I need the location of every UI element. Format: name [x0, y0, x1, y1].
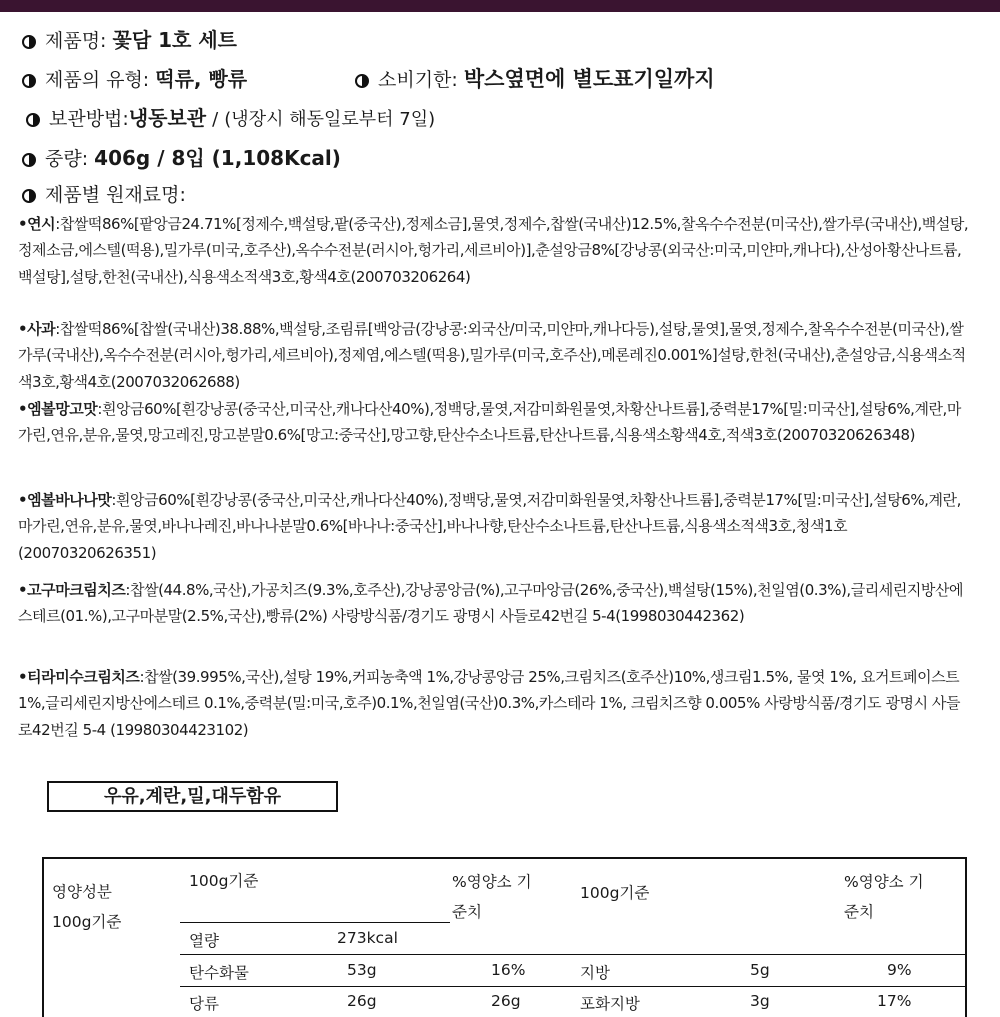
nutrition-title: 영양성분 100g기준 — [52, 883, 122, 931]
product-name-label: 제품명: — [45, 30, 107, 52]
ingredient-text: :흰앙금60%[흰강낭콩(중국산,미국산,캐나다산40%),정백당,물엿,저감미화원물엿,차황산나트륨],중력분17%[밀:미국산],설탕6%,계란,마가린,연유,분유,물엿,바나나레진,바나나분말0.6%[바나나:중국산],바나나향,탄산수소나트륨,탄산나트륨,식용색소적색3호,청색1호(20070320626351) — [18, 491, 961, 562]
weight-row — [22, 145, 341, 172]
weight-label: 중량: — [45, 148, 89, 170]
ingredient-name: •티라미수크림치즈 — [18, 668, 140, 686]
weight-value: 406g / 8입 (1,108Kcal) — [94, 146, 341, 170]
nutrient-amount: 3g — [750, 992, 770, 1010]
product-name-value: 꽃담 1호 세트 — [112, 28, 237, 52]
nutrient-name: 당류 — [189, 995, 219, 1013]
ingredient-block — [18, 396, 974, 449]
ingredient-name: •연시 — [18, 215, 56, 233]
nutrient-pct: 26g — [491, 992, 521, 1010]
ingredient-text: :찹쌀떡86%[팥앙금24.71%[정제수,백설탕,팥(중국산),정제소금],물엿,정제수,찹쌀(국내산)12.5%,찰옥수수전분(미국산),쌀가루(국내산),백설탕,정제소금,에스텔(떡용),밀가루(미국,호주산),옥수수전분(러시아,헝가리,세르비아)],춘설앙금8%[강낭콩(외국산:미국,미얀마,캐나다),산성아황산나트륨,백설탕],설탕,한천(국내산),식용색소적색3호,황색4호(200703206264) — [18, 215, 969, 286]
nutrient-name: 탄수화물 — [189, 964, 249, 982]
nutrient-pct: 9% — [887, 961, 912, 979]
ingredient-text: :찹쌀(44.8%,국산),가공치즈(9.3%,호주산),강낭콩앙금(%),고구마앙금(26%,중국산),백설탕(15%),천일염(0.3%),글리세린지방산에스테르(01.%),고구마분말(2.5%,국산),빵류(2%) 사랑방식품/경기도 광명시 사들로42번길 5-4(1998030442362) — [18, 581, 964, 626]
storage-separator: / — [212, 109, 219, 130]
product-name-row — [22, 27, 237, 54]
nutrition-pct-header-left: %영양소 기준치 — [452, 873, 532, 921]
nutrition-table — [42, 857, 967, 1017]
nutrient-amount: 53g — [347, 961, 377, 979]
product-type-label: 제품의 유형: — [45, 69, 150, 91]
table-line — [180, 922, 450, 923]
ingredients-heading-row — [22, 182, 186, 208]
half-circle-bullet-icon — [22, 153, 36, 167]
half-circle-bullet-icon — [26, 113, 40, 127]
top-color-bar — [0, 0, 1000, 12]
nutrient-amount: 5g — [750, 961, 770, 979]
ingredient-block — [18, 211, 974, 290]
half-circle-bullet-icon — [22, 74, 36, 88]
ingredient-block — [18, 577, 974, 630]
calorie-label: 열량 — [189, 932, 219, 950]
half-circle-bullet-icon — [22, 35, 36, 49]
half-circle-bullet-icon — [355, 74, 369, 88]
storage-note: (냉장시 해동일로부터 7일) — [224, 109, 436, 130]
nutrition-basis-right: 100g기준 — [580, 884, 650, 902]
ingredient-block — [18, 487, 974, 566]
expiry-row — [355, 66, 715, 93]
nutrient-amount: 26g — [347, 992, 377, 1010]
ingredient-name: •고구마크림치즈 — [18, 581, 126, 599]
ingredient-block — [18, 664, 974, 743]
nutrition-basis-left: 100g기준 — [189, 872, 259, 890]
ingredient-text: :찹쌀떡86%[찹쌀(국내산)38.88%,백설탕,조림류[백앙금(강낭콩:외국산/미국,미얀마,캐나다등),설탕,물엿],물엿,정제수,찰옥수수전분(미국산),쌀가루(국내산),옥수수전분(러시아,헝가리,세르비아),정제염,에스텔(떡용),밀가루(미국,호주산),메론레진0.001%]설탕,한천(국내산),춘설앙금,식용색소적색3호,황색4호(2007032062688) — [18, 320, 966, 391]
ingredient-block — [18, 316, 974, 395]
storage-row — [26, 105, 435, 133]
table-line — [180, 954, 965, 955]
nutrient-pct: 17% — [877, 992, 912, 1010]
nutrient-name: 지방 — [580, 964, 610, 982]
expiry-label: 소비기한: — [378, 69, 458, 91]
half-circle-bullet-icon — [22, 189, 36, 203]
expiry-value: 박스옆면에 별도표기일까지 — [463, 67, 715, 91]
ingredient-name: •엠볼바나나맛 — [18, 491, 112, 509]
ingredients-heading: 제품별 원재료명: — [45, 184, 186, 206]
product-type-row — [22, 66, 247, 93]
table-line — [180, 986, 965, 987]
nutrient-pct: 16% — [491, 961, 526, 979]
product-type-value: 떡류, 빵류 — [155, 67, 248, 91]
storage-value: 냉동보관 — [128, 106, 207, 130]
ingredient-text: :찹쌀(39.995%,국산),설탕 19%,커피농축액 1%,강낭콩앙금 25%,크림치즈(호주산)10%,생크림1.5%, 물엿 1%, 요거트페이스트 1%,글리세린지방산에스테르 0.1%,중력분(밀:미국,호주)0.1%,천일염(국산)0.3%,카스테라 1%, 크림치즈향 0.005% 사랑방식품/경기도 광명시 사들로42번길 5-4 (19980304423102) — [18, 668, 961, 739]
allergen-box: 우유,계란,밀,대두함유 — [47, 781, 338, 812]
storage-label: 보관방법: — [49, 108, 129, 130]
ingredient-name: •엠볼망고맛 — [18, 400, 98, 418]
nutrition-pct-header-right: %영양소 기준치 — [844, 873, 924, 921]
ingredient-name: •사과 — [18, 320, 56, 338]
calorie-value: 273kcal — [337, 929, 398, 947]
nutrient-name: 포화지방 — [580, 995, 640, 1013]
ingredient-text: :흰앙금60%[흰강낭콩(중국산,미국산,캐나다산40%),정백당,물엿,저감미화원물엿,차황산나트륨],중력분17%[밀:미국산],설탕6%,계란,마가린,연유,분유,물엿,망고레진,망고분말0.6%[망고:중국산],망고향,탄산수소나트륨,탄산나트륨,식용색소황색4호,적색3호(20070320626348) — [18, 400, 961, 445]
